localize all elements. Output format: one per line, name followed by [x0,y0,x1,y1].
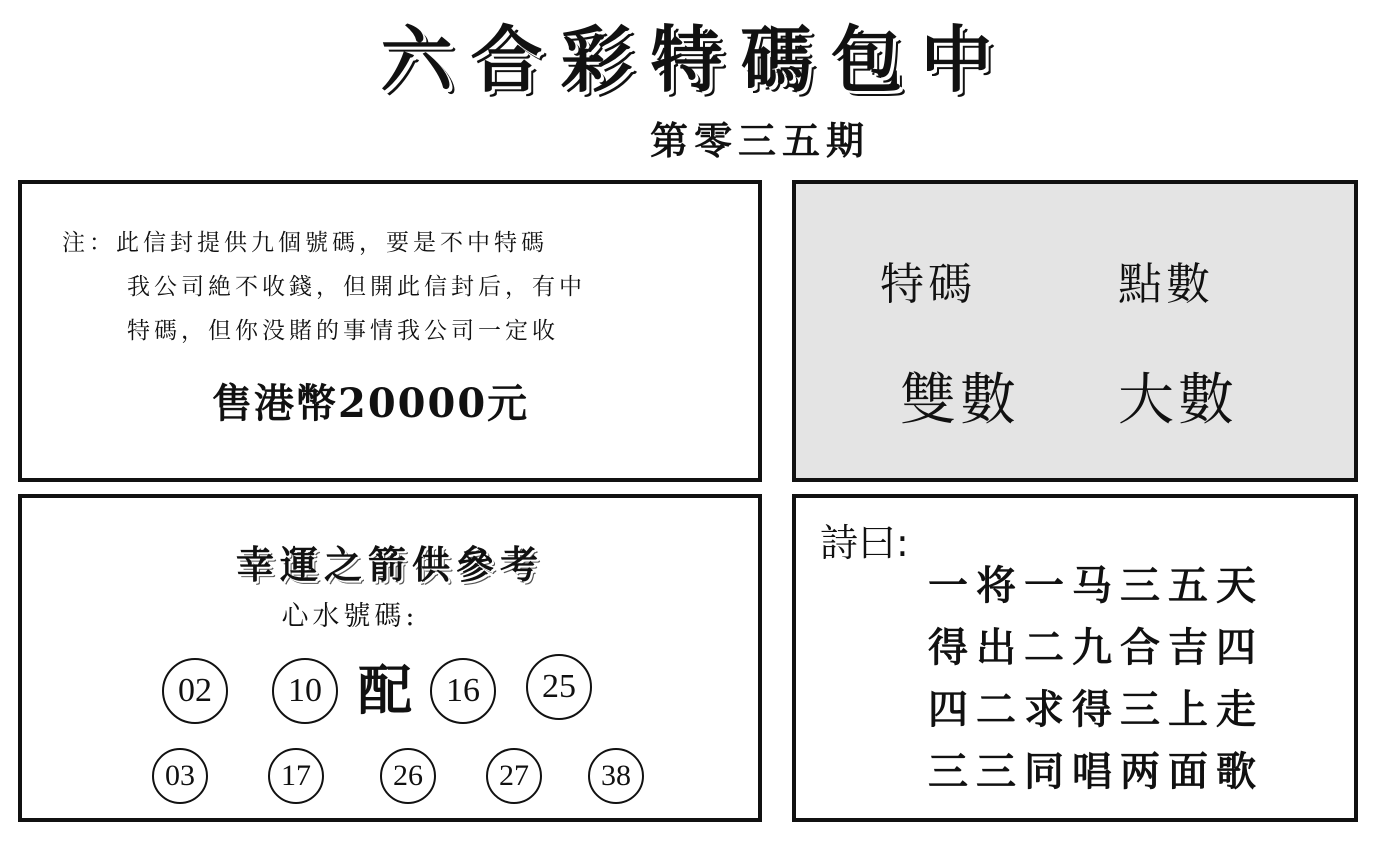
poem-line: 四二求得三上走 [928,686,1264,733]
special-value: 雙數 [900,368,1020,433]
lucky-numbers-panel [18,494,762,822]
note-line-3: 特碼，但你没賭的事情我公司一定收 [127,318,559,344]
number-circle: 17 [268,748,324,804]
special-code-panel [792,180,1358,482]
poem-line: 三三同唱两面歌 [928,748,1264,795]
poem-heading: 詩曰: [820,521,909,565]
number-circle: 02 [162,658,228,724]
poem-panel [792,494,1358,822]
number-circle: 25 [526,654,592,720]
lucky-subtitle: 心水號碼: [281,601,419,632]
number-circle: 38 [588,748,644,804]
pei-glyph: 配 [358,658,412,722]
poem-line: 一将一马三五天 [928,562,1264,609]
issue-number: 第零三五期 [649,118,870,163]
note-line-2: 我公司絶不收錢，但開此信封后，有中 [127,274,586,300]
special-label: 特碼 [880,259,976,310]
points-label: 點數 [1118,259,1214,310]
note-line-1: 注：此信封提供九個號碼，要是不中特碼 [62,230,548,256]
number-circle: 26 [380,748,436,804]
price-text: 售港幣20000元 [212,380,530,427]
number-circle: 27 [486,748,542,804]
number-circle: 03 [152,748,208,804]
poem-line: 得出二九合吉四 [928,624,1264,671]
number-circle: 16 [430,658,496,724]
page-title: 六合彩特碼包中 [380,17,1011,102]
note-panel [18,180,762,482]
lucky-title: 幸運之箭供參考 [235,542,544,587]
number-circle: 10 [272,658,338,724]
points-value: 大數 [1118,368,1238,433]
